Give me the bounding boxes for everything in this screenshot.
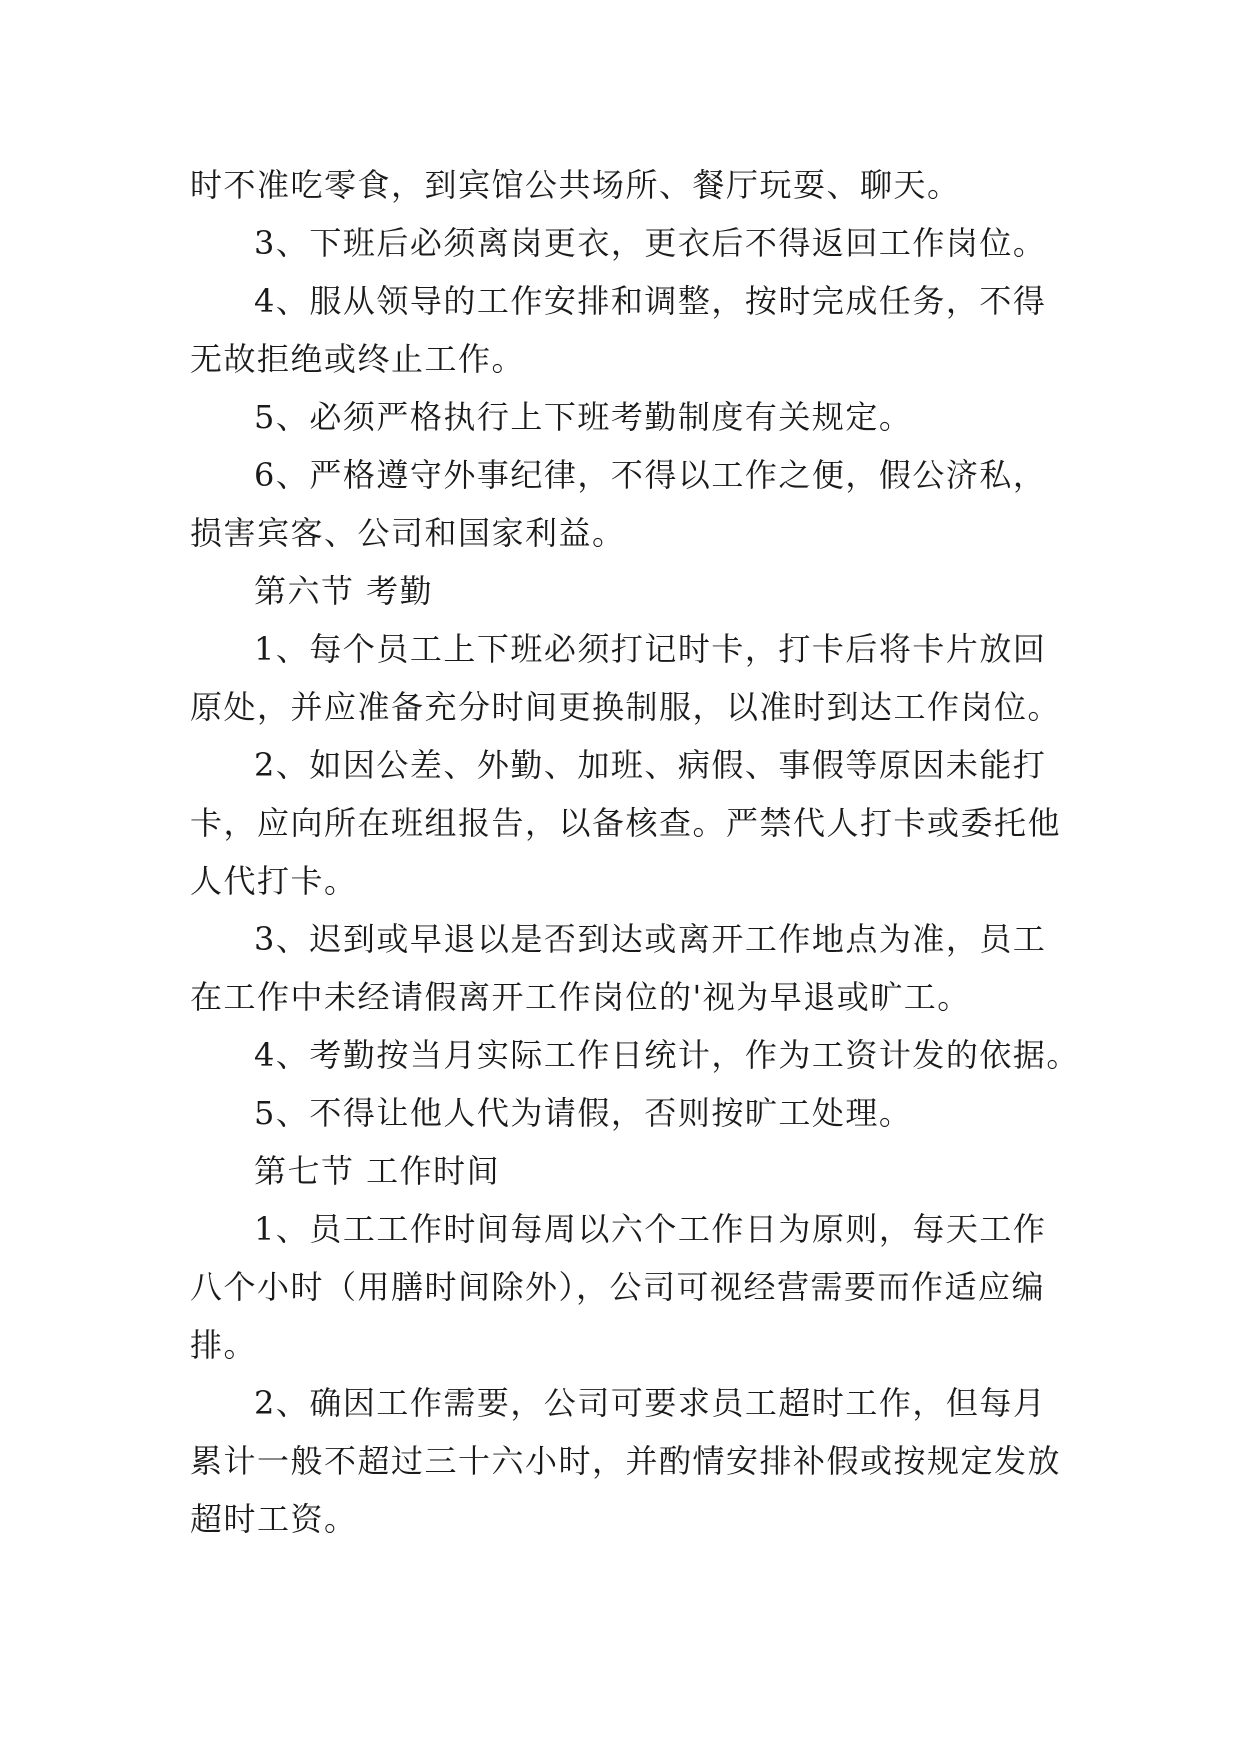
text-line: 在工作中未经请假离开工作岗位的'视为早退或旷工。 xyxy=(190,978,971,1016)
text-line: 卡，应向所在班组报告，以备核查。严禁代人打卡或委托他 xyxy=(190,804,1062,842)
text-line: 5、不得让他人代为请假，否则按旷工处理。 xyxy=(254,1094,913,1132)
text-line: 6、严格遵守外事纪律，不得以工作之便，假公济私， xyxy=(254,456,1047,494)
text-line: 第七节 工作时间 xyxy=(254,1152,501,1190)
text-line: 八个小时（用膳时间除外），公司可视经营需要而作适应编 xyxy=(190,1268,1046,1306)
text-line: 4、服从领导的工作安排和调整，按时完成任务，不得 xyxy=(254,282,1047,320)
text-line: 排。 xyxy=(190,1326,258,1364)
text-line: 时不准吃零食，到宾馆公共场所、餐厅玩耍、聊天。 xyxy=(190,166,961,204)
text-line: 损害宾客、公司和国家利益。 xyxy=(190,514,626,552)
text-line: 人代打卡。 xyxy=(190,862,358,900)
text-line: 原处，并应准备充分时间更换制服，以准时到达工作岗位。 xyxy=(190,688,1062,726)
text-line: 5、必须严格执行上下班考勤制度有关规定。 xyxy=(254,398,913,436)
text-line: 4、考勤按当月实际工作日统计，作为工资计发的依据。 xyxy=(254,1036,1080,1074)
text-line: 1、员工工作时间每周以六个工作日为原则，每天工作 xyxy=(254,1210,1047,1248)
text-line: 累计一般不超过三十六小时，并酌情安排补假或按规定发放 xyxy=(190,1442,1062,1480)
text-line: 3、下班后必须离岗更衣，更衣后不得返回工作岗位。 xyxy=(254,224,1047,262)
text-line: 第六节 考勤 xyxy=(254,572,434,610)
document-body xyxy=(190,156,1080,1548)
text-line: 1、每个员工上下班必须打记时卡，打卡后将卡片放回 xyxy=(254,630,1047,668)
text-line: 无故拒绝或终止工作。 xyxy=(190,340,526,378)
text-line: 超时工资。 xyxy=(190,1500,358,1538)
text-line: 3、迟到或早退以是否到达或离开工作地点为准，员工 xyxy=(254,920,1047,958)
text-line: 2、确因工作需要，公司可要求员工超时工作，但每月 xyxy=(254,1384,1047,1422)
text-line: 2、如因公差、外勤、加班、病假、事假等原因未能打 xyxy=(254,746,1047,784)
